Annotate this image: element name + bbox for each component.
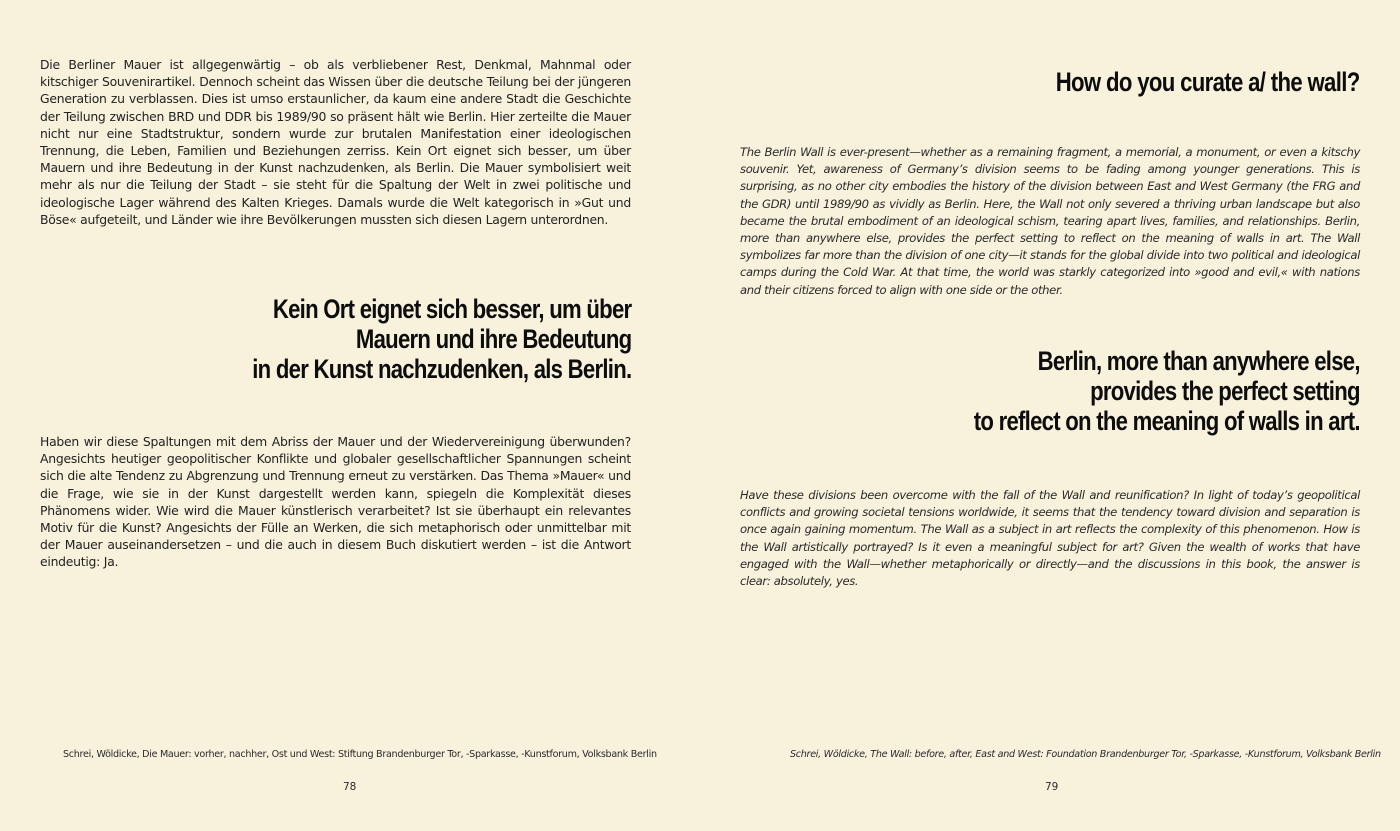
pull-quote-line: Mauern und ihre Bedeutung <box>355 324 631 354</box>
page-number-right: 79 <box>1045 781 1059 793</box>
german-intro-paragraph: Die Berliner Mauer ist allgegenwärtig – ob als verbliebener Rest, Denkmal, Mahnmal oder kitschiger Souvenirartikel. Dennoch scheint das Wissen über die deutsche Teilung bei der jüngeren Generation zu verblassen. Dies ist umso erstaunlicher, da kaum eine andere Stadt die Geschichte der Teilung zwischen BRD und DDR bis 1989/90 so präsent hält wie Berlin. Hier zerteilte die Mauer nicht nur eine Stadtstruktur, sondern wurde zur brutalen Manifestation einer ideologischen Trennung, die Leben, Familien und Beziehungen zerriss. Kein Ort eignet sich besser, um über Mauern und ihre Bedeutung in der Kunst nachzudenken, als Berlin. Die Mauer symbolisiert weit mehr als nur die Teilung der Stadt – sie steht für die Spaltung der Welt in zwei politische und ideologische Lager während des Kalten Krieges. Damals wurde die Welt kategorisch in »Gut und Böse« aufgeteilt, und Länder wie ihre Bevölkerungen mussten sich diesen Lagern unterordnen. <box>40 57 631 227</box>
page-title: How do you curate a/ the wall? <box>1056 67 1360 97</box>
pull-quote-line: Berlin, more than anywhere else, <box>1037 346 1360 376</box>
english-second-paragraph: Have these divisions been overcome with the fall of the Wall and reunification? In light of today’s geopolitical conflicts and growing societal tensions worldwide, it seems that the tendency toward division and separation is once again gaining momentum. The Wall as a subject in art reflects the complexity of this phenomenon. How is the Wall artistically portrayed? Is it even a meaningful subject for art? Given the wealth of works that have engaged with the Wall—whether metaphorically or directly—and the discussions in this book, the answer is clear: absolutely, yes. <box>740 488 1360 589</box>
english-footer-citation: Schrei, Wöldicke, The Wall: before, after, East and West: Foundation Brandenburger Tor, -Sparkasse, -Kunstforum, Volksbank Berlin <box>790 749 1381 760</box>
pull-quote-line: Kein Ort eignet sich besser, um über <box>272 294 631 324</box>
english-intro-paragraph: The Berlin Wall is ever-present—whether as a remaining fragment, a memorial, a monument, or even a kitschy souvenir. Yet, awareness of Germany’s division seems to be fading among younger generations. This is surprising, as no other city embodies the history of the division between East and West Germany (the FRG and the GDR) until 1989/90 as vividly as Berlin. Here, the Wall not only severed a thriving urban landscape but also became the brutal embodiment of an ideological schism, tearing apart lives, families, and relationships. Berlin, more than anywhere else, provides the perfect setting to reflect on the meaning of walls in art. The Wall symbolizes far more than the division of one city—it stands for the global divide into two political and ideological camps during the Cold War. At that time, the world was starkly categorized into »good and evil,« with nations and their citizens forced to align with one side or the other. <box>740 145 1360 297</box>
german-second-paragraph: Haben wir diese Spaltungen mit dem Abriss der Mauer und der Wiedervereinigung überwunden? Angesichts heutiger geopolitischer Konflikte und globaler gesellschaftlicher Spannungen scheint sich die alte Tendenz zu Abgrenzung und Trennung erneut zu verstärken. Das Thema »Mauer« und die Frage, wie sie in der Kunst dargestellt werden kann, spiegeln die Komplexität dieses Phänomens wider. Wie wird die Mauer künstlerisch verarbeitet? Ist sie überhaupt ein relevantes Motiv für die Kunst? Angesichts der Fülle an Werken, die sich metaphorisch oder unmittelbar mit der Mauer auseinandersetzen – und die auch in diesem Buch diskutiert werden – ist die Antwort eindeutig: Ja. <box>40 434 631 570</box>
english-pull-quote <box>974 346 1360 436</box>
pull-quote-line: to reflect on the meaning of walls in art. <box>973 406 1360 436</box>
german-pull-quote <box>252 294 631 384</box>
right-page-english <box>700 0 1400 831</box>
pull-quote-line: in der Kunst nachzudenken, als Berlin. <box>251 354 631 384</box>
page-number-left: 78 <box>343 781 357 793</box>
pull-quote-line: provides the perfect setting <box>1090 376 1360 406</box>
german-footer-citation: Schrei, Wöldicke, Die Mauer: vorher, nachher, Ost und West: Stiftung Brandenburger Tor, -Sparkasse, -Kunstforum, Volksbank Berlin <box>63 749 657 760</box>
